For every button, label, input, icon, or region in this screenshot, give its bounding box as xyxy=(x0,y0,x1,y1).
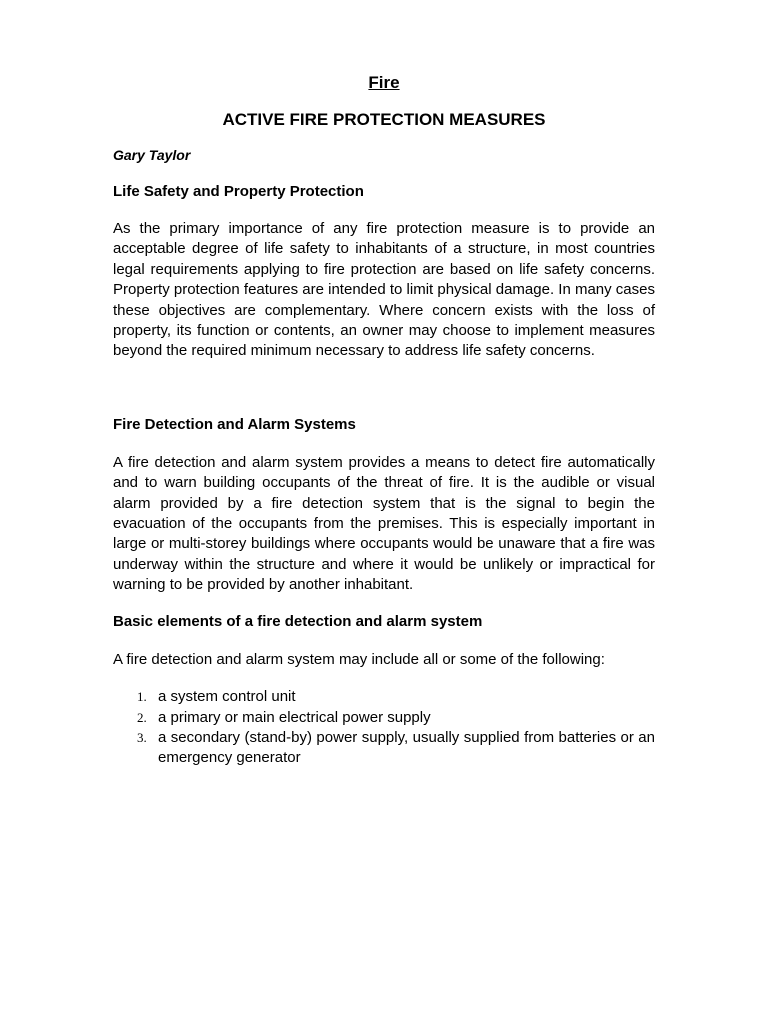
document-page xyxy=(113,72,655,769)
section-body-basic-elements: A fire detection and alarm system may include all or some of the following: xyxy=(113,650,605,668)
list-item xyxy=(113,687,655,707)
section-heading-detection-alarm: Fire Detection and Alarm Systems xyxy=(113,415,356,433)
section-heading-basic-elements: Basic elements of a fire detection and alarm system xyxy=(113,612,483,630)
list-item-number: 3. xyxy=(137,729,147,745)
section-body-detection-alarm: A fire detection and alarm system provides a means to detect fire automatically and to warn building occupants of the threat of fire. It is the audible or visual alarm provided by a fire detection system that is the signal to begin the evacuation of the occupants from the premises. This is especially important in large or multi-storey buildings where occupants would be unaware that a fire was underway within the structure and where it would be unlikely or impractical for warning to be provided by another inhabitant. xyxy=(113,453,655,594)
list-item-text: a primary or main electrical power supply xyxy=(158,708,431,726)
author-name: Gary Taylor xyxy=(113,147,191,163)
list-item xyxy=(113,708,655,728)
document-title: Fire xyxy=(368,73,400,92)
list-item-number: 1. xyxy=(137,689,147,705)
list-item-number: 2. xyxy=(137,709,147,725)
section-heading-life-safety: Life Safety and Property Protection xyxy=(113,183,364,200)
list-item-text: a system control unit xyxy=(158,688,296,706)
list-item xyxy=(113,728,655,769)
list-item-text: a secondary (stand-by) power supply, usually supplied from batteries or an emergency generator xyxy=(158,728,655,767)
document-subtitle: ACTIVE FIRE PROTECTION MEASURES xyxy=(222,110,546,129)
elements-list xyxy=(113,687,655,769)
section-body-life-safety: As the primary importance of any fire protection measure is to provide an acceptable degree of life safety to inhabitants of a structure, in most countries legal requirements applying to fire protection are based on life safety concerns. Property protection features are intended to limit physical damage. In many cases these objectives are complementary. Where concern exists with the loss of property, its function or contents, an owner may choose to implement measures beyond the required minimum necessary to address life safety concerns. xyxy=(113,220,655,360)
